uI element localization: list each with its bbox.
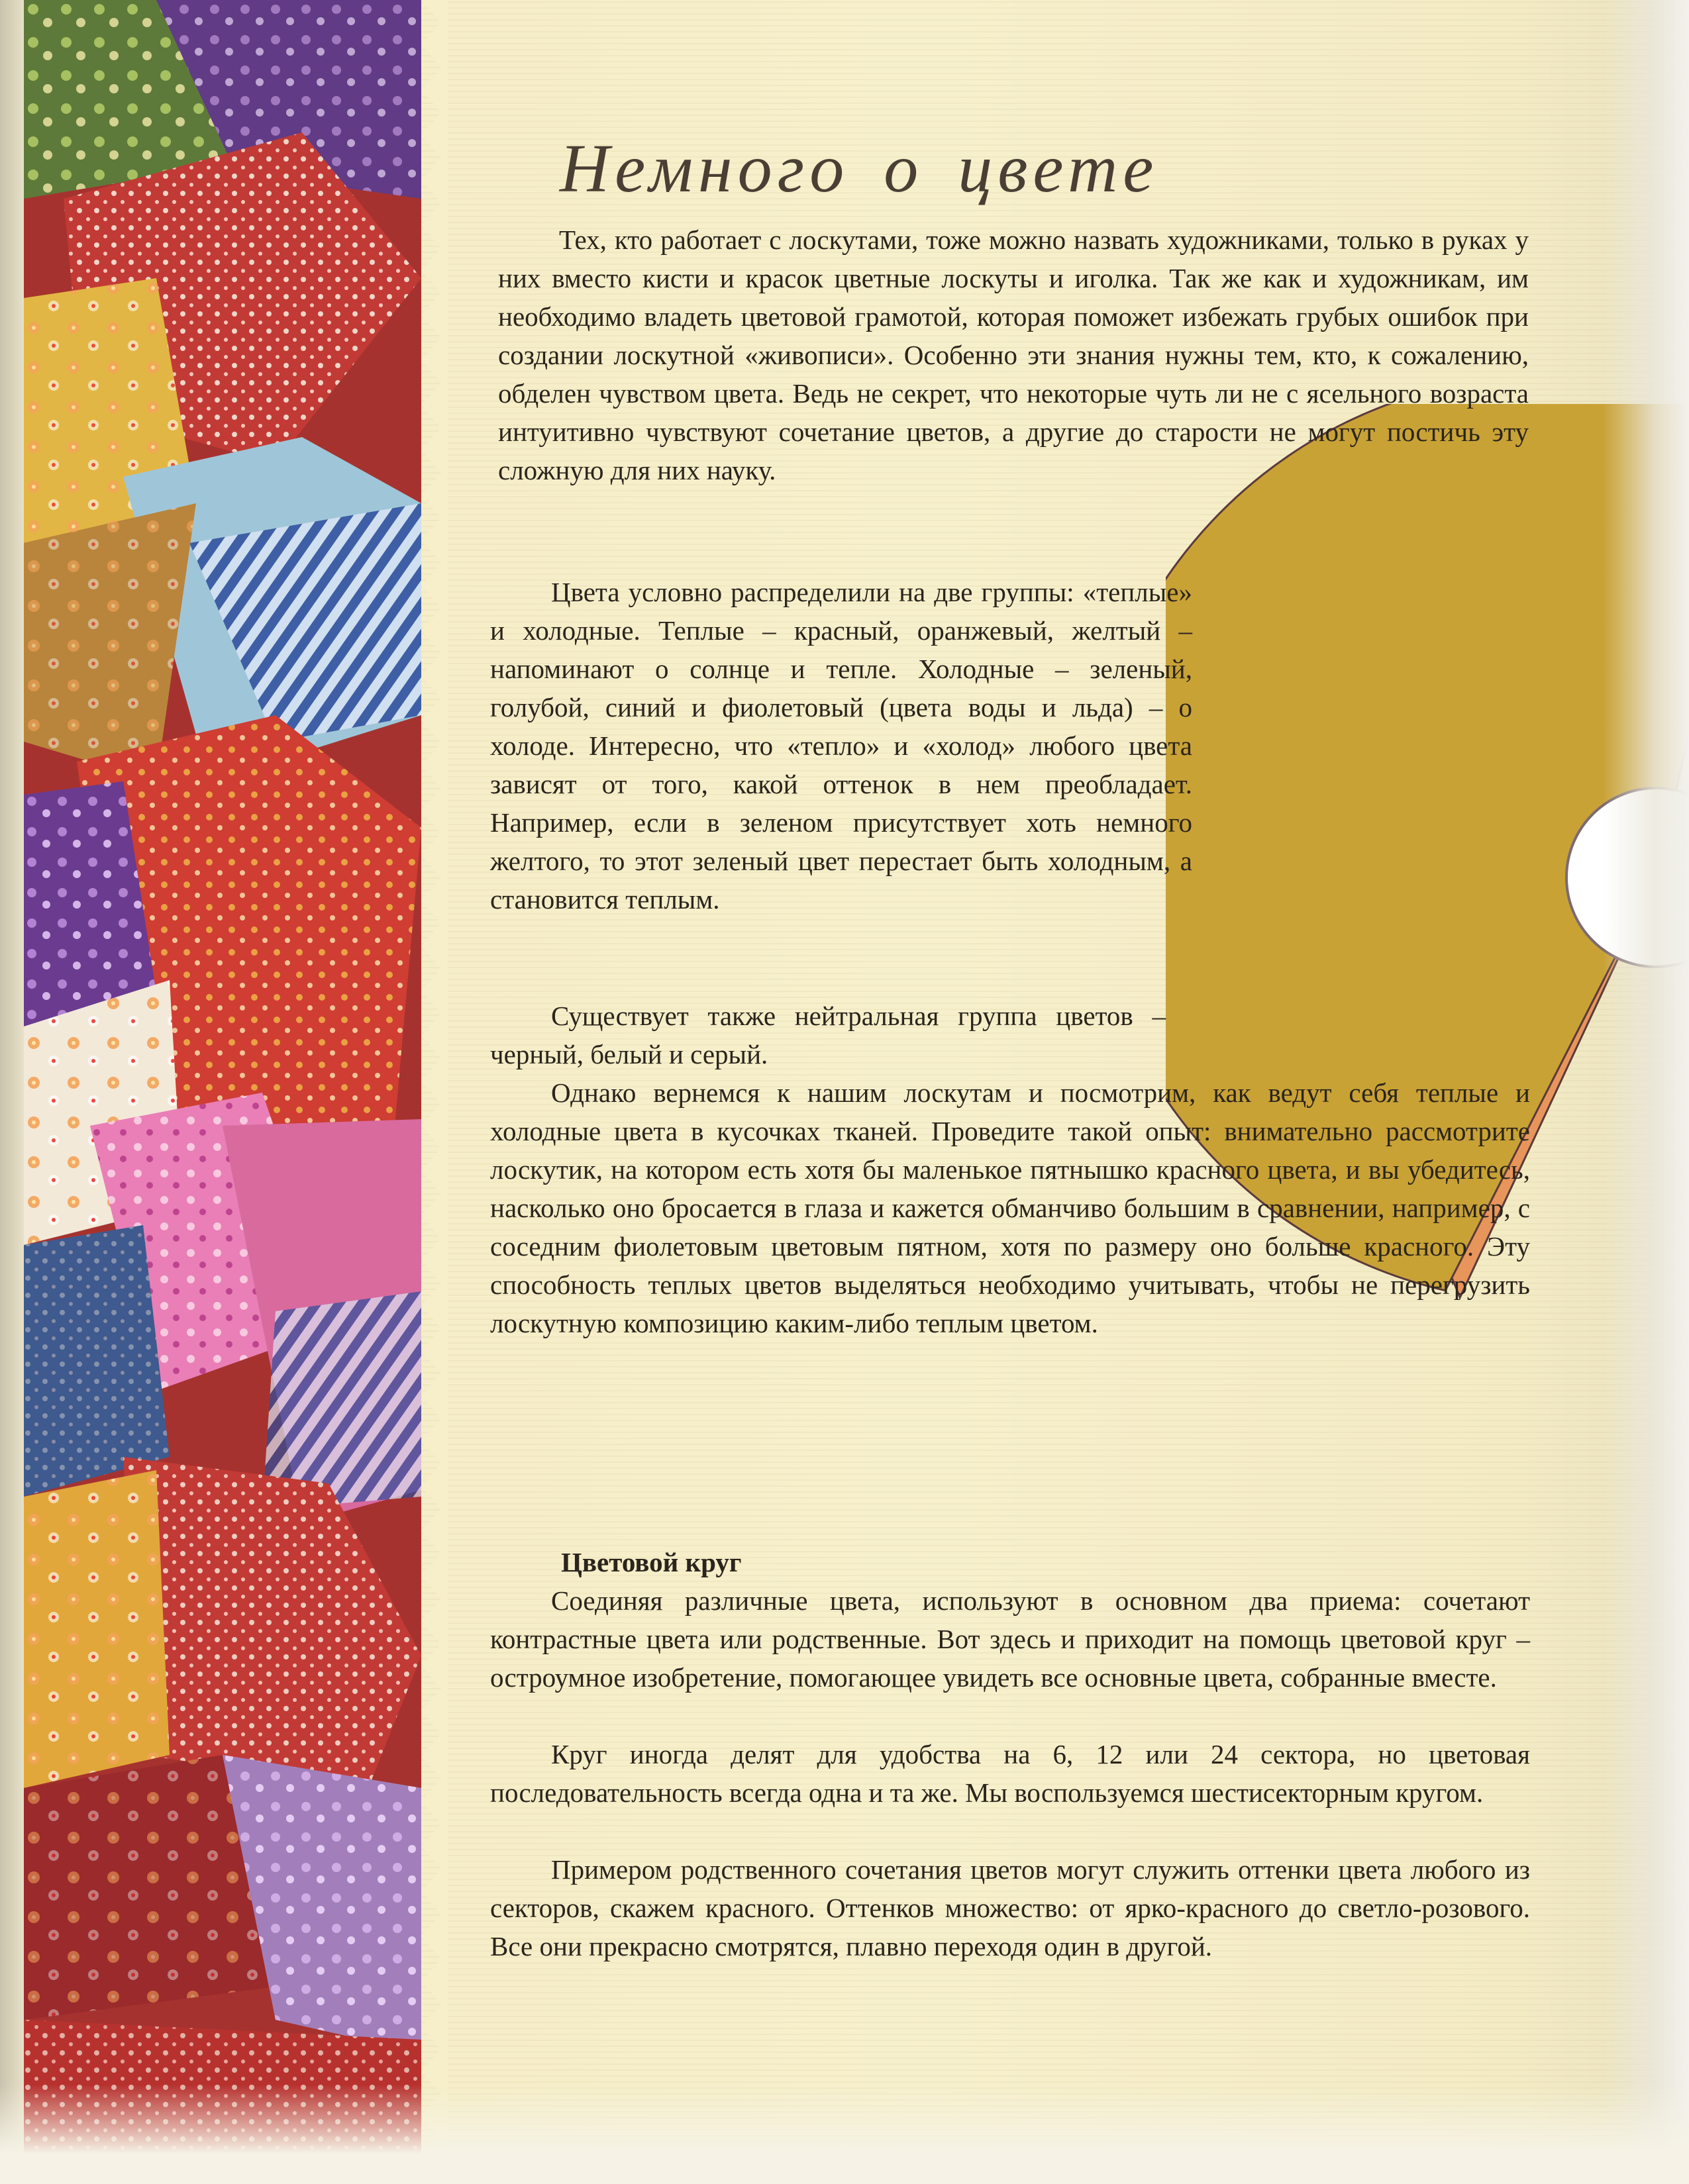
section-heading: Цветовой круг xyxy=(561,1547,742,1577)
page-gutter-shade xyxy=(1603,0,1689,2184)
paragraph-intro: Тех, кто работает с лоскутами, тоже можно назвать художниками, только в руках у них вместо кисти и красок цветные лоскуты и иголка. Так же как и художникам, им необходимо владеть цветовой грамотой, которая поможет избежать грубых ошибок при создании лоскутной «живописи». Особенно эти знания нужны тем, кто, к сожалению, обделен чувством цвета. Ведь не секрет, что некоторые чуть ли не с ясельного возраста интуитивно чувствуют сочетание цветов, а другие до старости не могут постичь эту сложную для них науку. xyxy=(498,224,1529,485)
page-binding xyxy=(0,0,24,2184)
paragraph-wheel-intro: Соединяя различные цвета, используют в основном два приема: сочетают контрастные цвета или родственные. Вот здесь и приходит на помощь цветовой круг – остроумное изобретение, помогающее увидеть все основные цвета, собранные вместе. xyxy=(490,1585,1530,1693)
page-title: Немного о цвете xyxy=(560,130,1159,207)
paragraph-related-colors: Примером родственного сочетания цветов могут служить оттенки цвета любого из секторов, скажем красного. Оттенков множество: от ярко-красного до светло-розового. Все они прекрасно смотрятся, плавно переходя один в другой. xyxy=(490,1854,1530,1961)
paragraph-experiment: Однако вернемся к нашим лоскутам и посмотрим, как ведут себя теплые и холодные цвета в кусочках тканей. Проведите такой опыт: внимательно рассмотрите лоскутик, на котором есть хотя бы маленькое пятнышко красного цвета, и вы убедитесь, насколько оно бросается в глаза и кажется обманчиво большим в сравнении, например, с соседним фиолетовым цветовым пятном, хотя по размеру оно больше красного. Эту способность теплых цветов выделяться необходимо учитывать, чтобы не перегрузить лоскутную композицию каким-либо теплым цветом. xyxy=(490,1077,1530,1338)
paragraph-warm-cold: Цвета условно распределили на две группы: «теплые» и холодные. Теплые – красный, оранжевый, желтый – напоминают о солнце и тепле. Холодные – зеленый, голубой, синий и фиолетовый (цвета воды и льда) – о холоде. Интересно, что «тепло» и «холод» любого цвета зависят от того, какой оттенок в нем преобладает. Например, если в зеленом присутствует хоть немного желтого, то этот зеленый цвет перестает быть холодным, а становится теплым. xyxy=(490,577,1192,915)
paragraph-neutral: Существует также нейтральная группа цветов – черный, белый и серый. xyxy=(490,1001,1166,1069)
patchwork-fabric-strip xyxy=(24,0,448,2184)
paragraph-sectors: Круг иногда делят для удобства на 6, 12 или 24 сектора, но цветовая последовательность всегда одна и та же. Мы воспользуемся шестисекторным кругом. xyxy=(490,1739,1530,1808)
page-bottom-edge xyxy=(0,2085,1689,2184)
